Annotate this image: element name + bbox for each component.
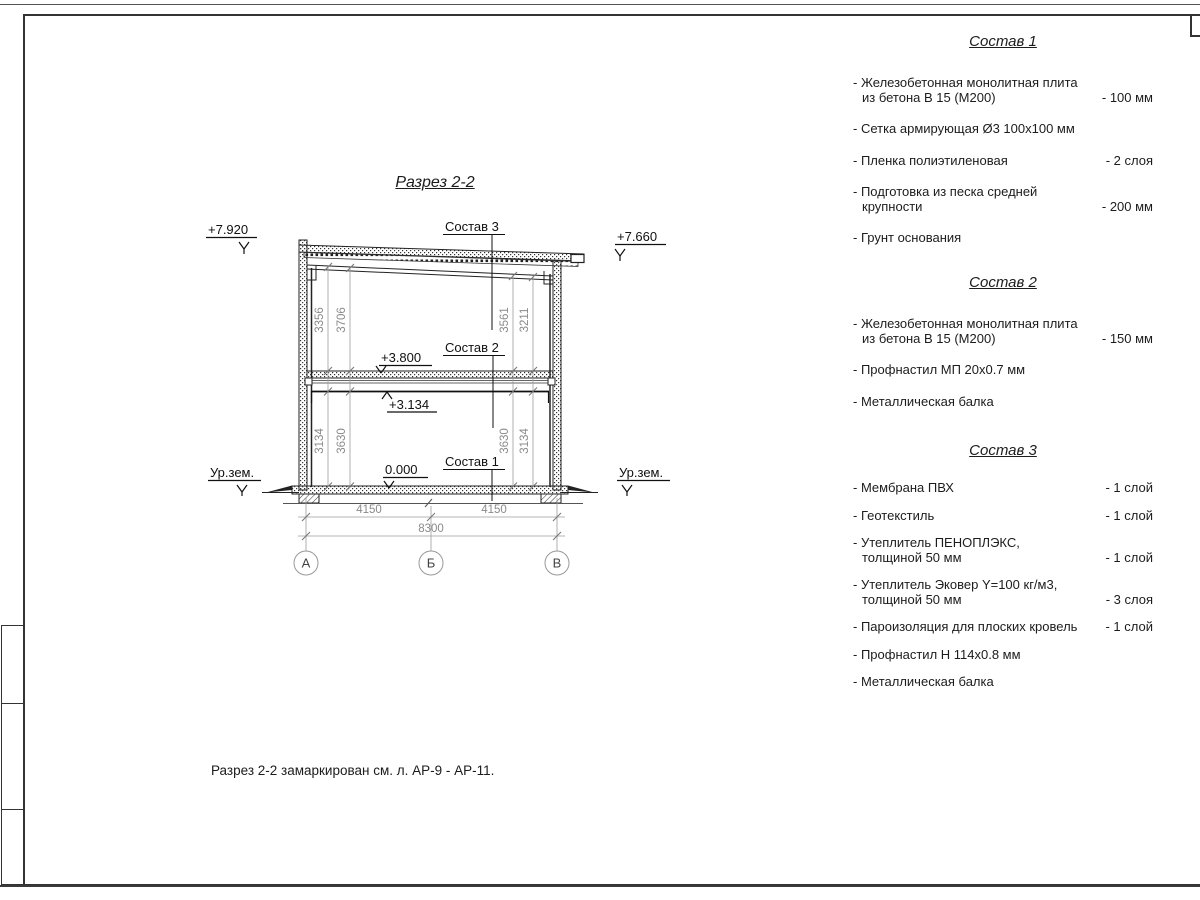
elevation-arrow [237,485,247,496]
margin-cell [2,626,23,704]
left-wall [299,240,307,490]
section-drawing [195,218,695,580]
section-title: Разрез 2-2 [395,174,475,191]
dim-label: 8300 [418,523,444,535]
list-item: - Грунт основания [853,230,962,245]
list-item: - Профнастил МП 20x0.7 мм [853,362,1026,377]
elevation-label: 0.000 [385,462,418,477]
margin-stamp-cells [1,625,24,885]
dim-label: 3630 [499,428,511,454]
dim-label: 3211 [519,307,531,333]
elevation-arrow [615,249,625,261]
item-value: - 1 слой [1105,480,1153,495]
page-edge-line-bottom [0,885,1200,887]
dim-label: 3706 [336,307,348,333]
break-mark [425,499,432,507]
list-item: - Утеплитель ПЕНОПЛЭКС, толщиной 50 мм - 1 слой [853,535,1153,565]
item-value: - 2 слоя [1105,152,1153,168]
reference-note: Разрез 2-2 замаркирован см. л. АР-9 - АР-11. [211,763,495,778]
list-item: - Подготовка из песка средней крупности - 200 мм [853,184,1153,214]
item-value: - 1 слой [1105,549,1153,565]
item-value: - 3 слоя [1105,591,1153,607]
page-edge-line-top [0,4,1200,5]
margin-cell [2,704,23,810]
dim-label: 3356 [314,307,326,333]
elevation-label: +7.920 [208,222,249,237]
foundation-pad-left [299,494,319,503]
elevation-label: +7.660 [617,229,658,244]
ground-wing-left [266,486,292,493]
foundation-pad-right [541,494,561,503]
beam-bracket [544,271,553,284]
list-item: - Пароизоляция для плоских кровель - 1 слой [853,619,1153,634]
list-item: - Железобетонная монолитная плита из бетона В 15 (М200) - 100 мм [853,75,1153,105]
composition-title: Состав 3 [969,442,1037,459]
dim-label: 3134 [519,428,531,454]
list-item: - Металлическая балка [853,393,994,409]
composition-title: Состав 2 [969,274,1037,291]
ground-level-label: Ур.зем. [210,465,255,480]
composition-section-2 [853,274,1153,426]
ground-wing-right [568,486,594,493]
ground-level-label: Ур.зем. [619,465,664,480]
list-item: - Утеплитель Эковер Y=100 кг/м3, толщиной 50 мм - 3 слоя [853,577,1153,607]
roof-end-cap [571,255,584,263]
axis-label: А [301,555,311,571]
leader-label: Состав 3 [445,219,499,234]
dim-label: 3561 [499,307,511,333]
floor-slab [307,371,553,378]
list-item: - Железобетонная монолитная плита из бетона В 15 (М200) - 150 мм [853,316,1153,346]
item-value: - 1 слой [1105,619,1153,634]
floor-end-block [548,378,555,385]
elevation-arrow [239,242,249,254]
dim-label: 3134 [314,428,326,454]
list-item: - Металлическая балка [853,674,994,689]
composition-section-1 [853,33,1153,263]
leader-label: Состав 1 [445,454,499,469]
list-item: - Мембрана ПВХ - 1 слой [853,480,1153,495]
dim-label: 4150 [481,504,507,516]
right-wall [553,261,561,490]
frame-corner-box [1190,14,1200,37]
dim-label: 3630 [336,428,348,454]
item-value: - 100 мм [1101,89,1153,105]
ground-slab [292,486,568,494]
item-value: - 200 мм [1101,198,1153,214]
leader-label: Состав 2 [445,340,499,355]
axis-label: В [552,555,562,571]
floor-end-block [305,378,312,385]
list-item: - Профнастил Н 114x0.8 мм [853,646,1021,662]
item-value: - 1 слой [1105,507,1153,523]
composition-section-3 [853,442,1153,703]
elevation-label: +3.800 [381,350,422,365]
composition-title: Состав 1 [969,33,1037,50]
elevation-label: +3.134 [389,397,430,412]
list-item: - Геотекстиль - 1 слой [853,507,1153,523]
dim-label: 4150 [356,504,382,516]
axis-label: Б [426,555,436,571]
item-value: - 150 мм [1101,330,1153,346]
elevation-arrow [622,485,632,496]
list-item: - Сетка армирующая Ø3 100x100 мм [853,121,1075,136]
list-item: - Пленка полиэтиленовая - 2 слоя [853,152,1153,168]
